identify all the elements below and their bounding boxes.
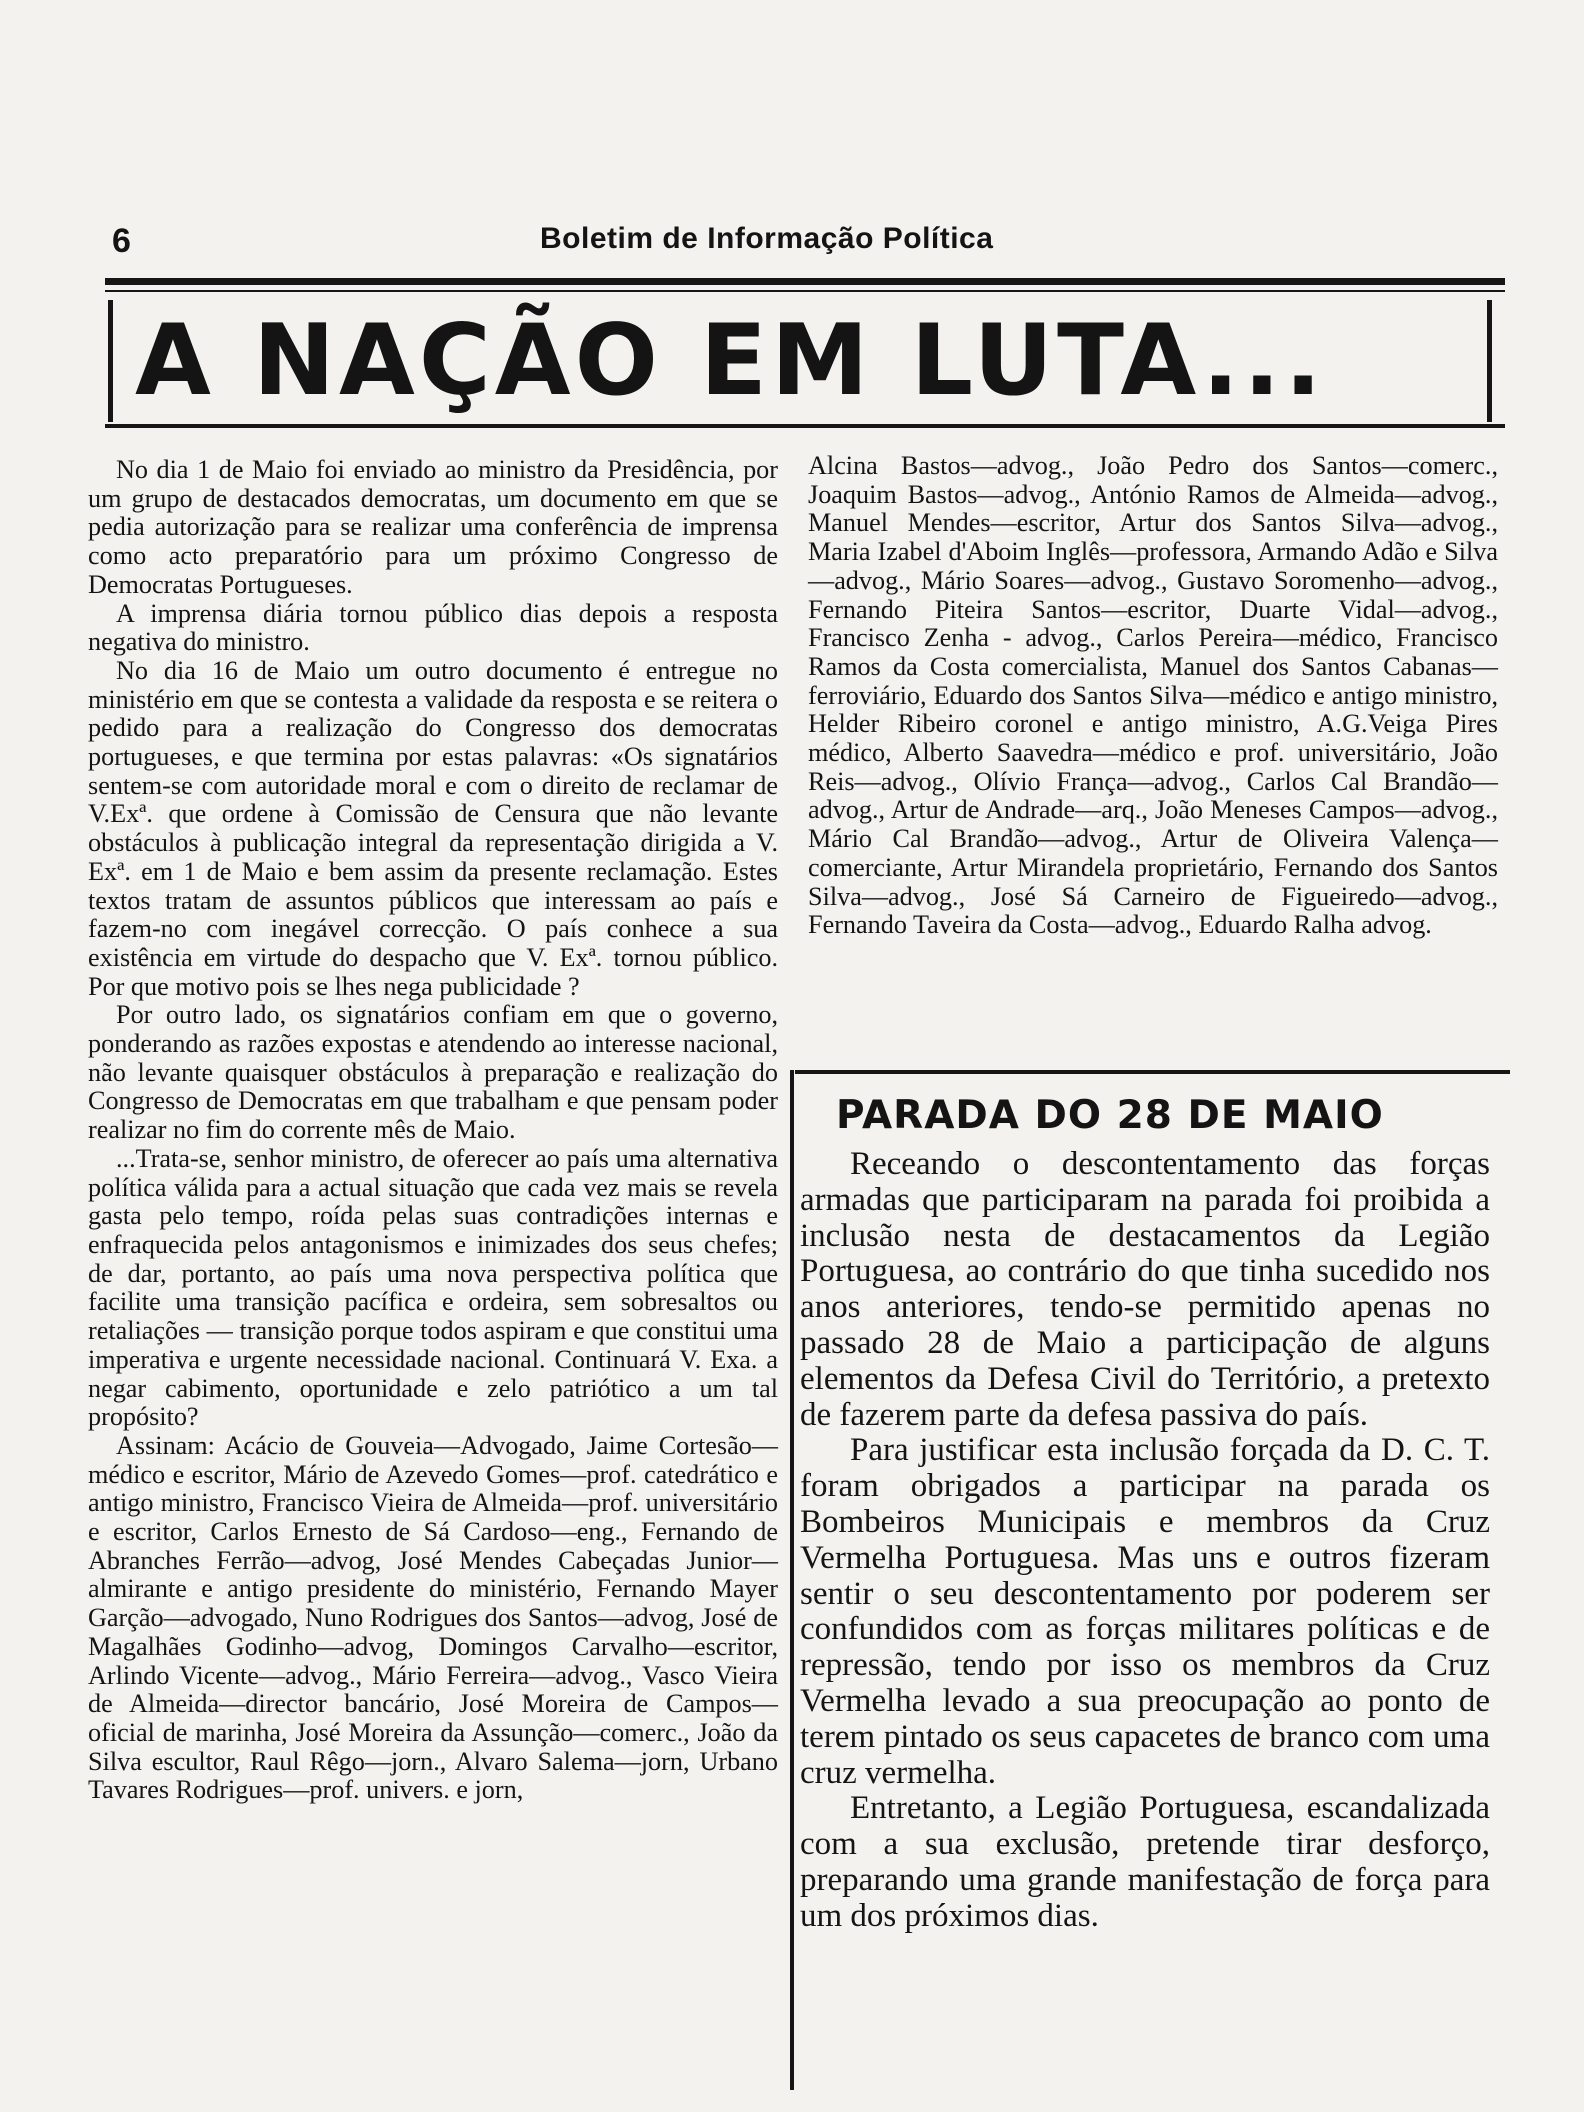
article-left-column <box>88 456 778 1805</box>
parada-paragraph: Entretanto, a Legião Portuguesa, escandalizada com a sua exclusão, pretende tirar desforço, preparando uma grande manifestação de força para um dos próximos dias. <box>800 1790 1490 1934</box>
article-paragraph: No dia 16 de Maio um outro documento é entregue no ministério em que se contesta a validade da resposta e se reitera o pedido para a realização do Congresso dos democratas portugueses, e que termina por estas palavras: «Os signatários sentem-se com autoridade moral e com o direito de reclamar de V.Exª. que ordene à Comissão de Censura que não levante obstáculos à publicação integral da representação dirigida a V. Exª. em 1 de Maio e bem assim da presente reclamação. Estes textos tratam de assuntos públicos que interessam ao país e fazem-no com inegável correcção. O país conhece a sua existência em virtude do despacho que V. Exª. tornou público. Por que motivo pois se lhes nega publicidade ? <box>88 655 778 1001</box>
column-divider <box>790 1070 794 2090</box>
headline-bottom-rule <box>105 424 1505 428</box>
parada-title: PARADA DO 28 DE MAIO <box>836 1093 1384 1138</box>
article-paragraph: ...Trata-se, senhor ministro, de oferecer ao país uma alternativa política válida para a actual situação que cada vez mais se revela gasta pelo tempo, roída pelas suas contradições internas e enfraquecida pelos antagonismos e inimizades dos seus chefes; de dar, portanto, ao país uma nova perspectiva política que facilite uma transição pacífica e ordeira, sem sobresaltos ou retaliações — transição porque todos aspiram e que constitui uma imperativa e urgente necessidade nacional. Continuará V. Exa. a negar cabimento, oportunidade e zelo patriótico a um tal propósito? <box>88 1143 778 1432</box>
article-paragraph: No dia 1 de Maio foi enviado ao ministro da Presidência, por um grupo de destacados democratas, um documento em que se pedia autorização para se realizar uma conferência de imprensa como acto preparatório para um próximo Congresso de Democratas Portugueses. <box>88 455 778 599</box>
headline-box <box>108 300 1492 422</box>
parada-paragraph: Para justificar esta inclusão forçada da D. C. T. foram obrigados a participar na parada os Bombeiros Municipais e membros da Cruz Vermelha Portuguesa. Mas uns e outros fizeram sentir o seu descontentamento por poderem ser confundidos com as forças militares políticas e de repressão, tendo por isso os membros da Cruz Vermelha levado a sua preocupação ao ponto de terem pintado os seus capacetes de branco com uma cruz vermelha. <box>800 1432 1490 1791</box>
page-number: 6 <box>112 222 131 260</box>
signatories-continued: Alcina Bastos—advog., João Pedro dos Santos—comerc., Joaquim Bastos—advog., António Ramos de Almeida—advog., Manuel Mendes—escritor, Artur dos Santos Silva—advog., Maria Izabel d'Aboim Inglês—professora, Armando Adão e Silva—advog., Mário Soares—advog., Gustavo Soromenho—advog., Fernando Piteira Santos—escritor, Duarte Vidal—advog., Francisco Zenha - advog., Carlos Pereira—médico, Francisco Ramos da Costa comercialista, Manuel dos Santos Cabanas—ferroviário, Eduardo dos Santos Silva—médico e antigo ministro, Helder Ribeiro coronel e antigo ministro, A.G.Veiga Pires médico, Alberto Saavedra—médico e prof. universitário, João Reis—advog., Olívio França—advog., Carlos Cal Brandão—advog., Artur de Andrade—arq., João Meneses Campos—advog., Mário Cal Brandão—advog., Artur de Oliveira Valença—comerciante, Artur Mirandela proprietário, Fernando dos Santos Silva—advog., José Sá Carneiro de Figueiredo—advog., Fernando Taveira da Costa—advog., Eduardo Ralha advog. <box>808 451 1498 940</box>
box-top-rule <box>795 1070 1510 1074</box>
top-rule <box>105 278 1505 285</box>
article-right-column-continued <box>808 452 1498 940</box>
article-paragraph: Por outro lado, os signatários confiam em que o governo, ponderando as razões expostas e atendendo ao interesse nacional, não levante quaisquer obstáculos à preparação e realização do Congresso de Democratas em que trabalham e que pensam poder realizar no fim do corrente mês de Maio. <box>88 1000 778 1145</box>
running-title: Boletim de Informação Política <box>540 222 994 255</box>
signatories-paragraph: Assinam: Acácio de Gouveia—Advogado, Jaime Cortesão—médico e escritor, Mário de Azevedo Gomes—prof. catedrático e antigo ministro, Francisco Vieira de Almeida—prof. universitário e escritor, Carlos Ernesto de Sá Cardoso—eng., Fernando de Abranches Ferrão—advog, José Mendes Cabeçadas Junior—almirante e antigo presidente do ministério, Fernando Mayer Garção—advogado, Nuno Rodrigues dos Santos—advog, José de Magalhães Godinho—advog, Domingos Carvalho—escritor, Arlindo Vicente—advog., Mário Ferreira—advog., Vasco Vieira de Almeida—director bancário, José Moreira de Campos—oficial de marinha, José Moreira da Assunção—comerc., João da Silva escultor, Raul Rêgo—jorn., Alvaro Salema—jorn, Urbano Tavares Rodrigues—prof. univers. e jorn, <box>88 1430 778 1805</box>
top-rule-thin <box>105 290 1505 292</box>
parada-paragraph: Receando o descontentamento das forças armadas que participaram na parada foi proibida a inclusão nesta de destacamentos da Legião Portuguesa, ao contrário do que tinha sucedido nos anos anteriores, tendo-se permitido apenas no passado 28 de Maio a participação de alguns elementos da Defesa Civil do Território, a pretexto de fazerem parte da defesa passiva do país. <box>800 1146 1490 1433</box>
headline: A NAÇÃO EM LUTA... <box>135 304 1326 418</box>
article-paragraph: A imprensa diária tornou público dias depois a resposta negativa do ministro. <box>88 598 778 657</box>
parada-article <box>800 1147 1490 1935</box>
